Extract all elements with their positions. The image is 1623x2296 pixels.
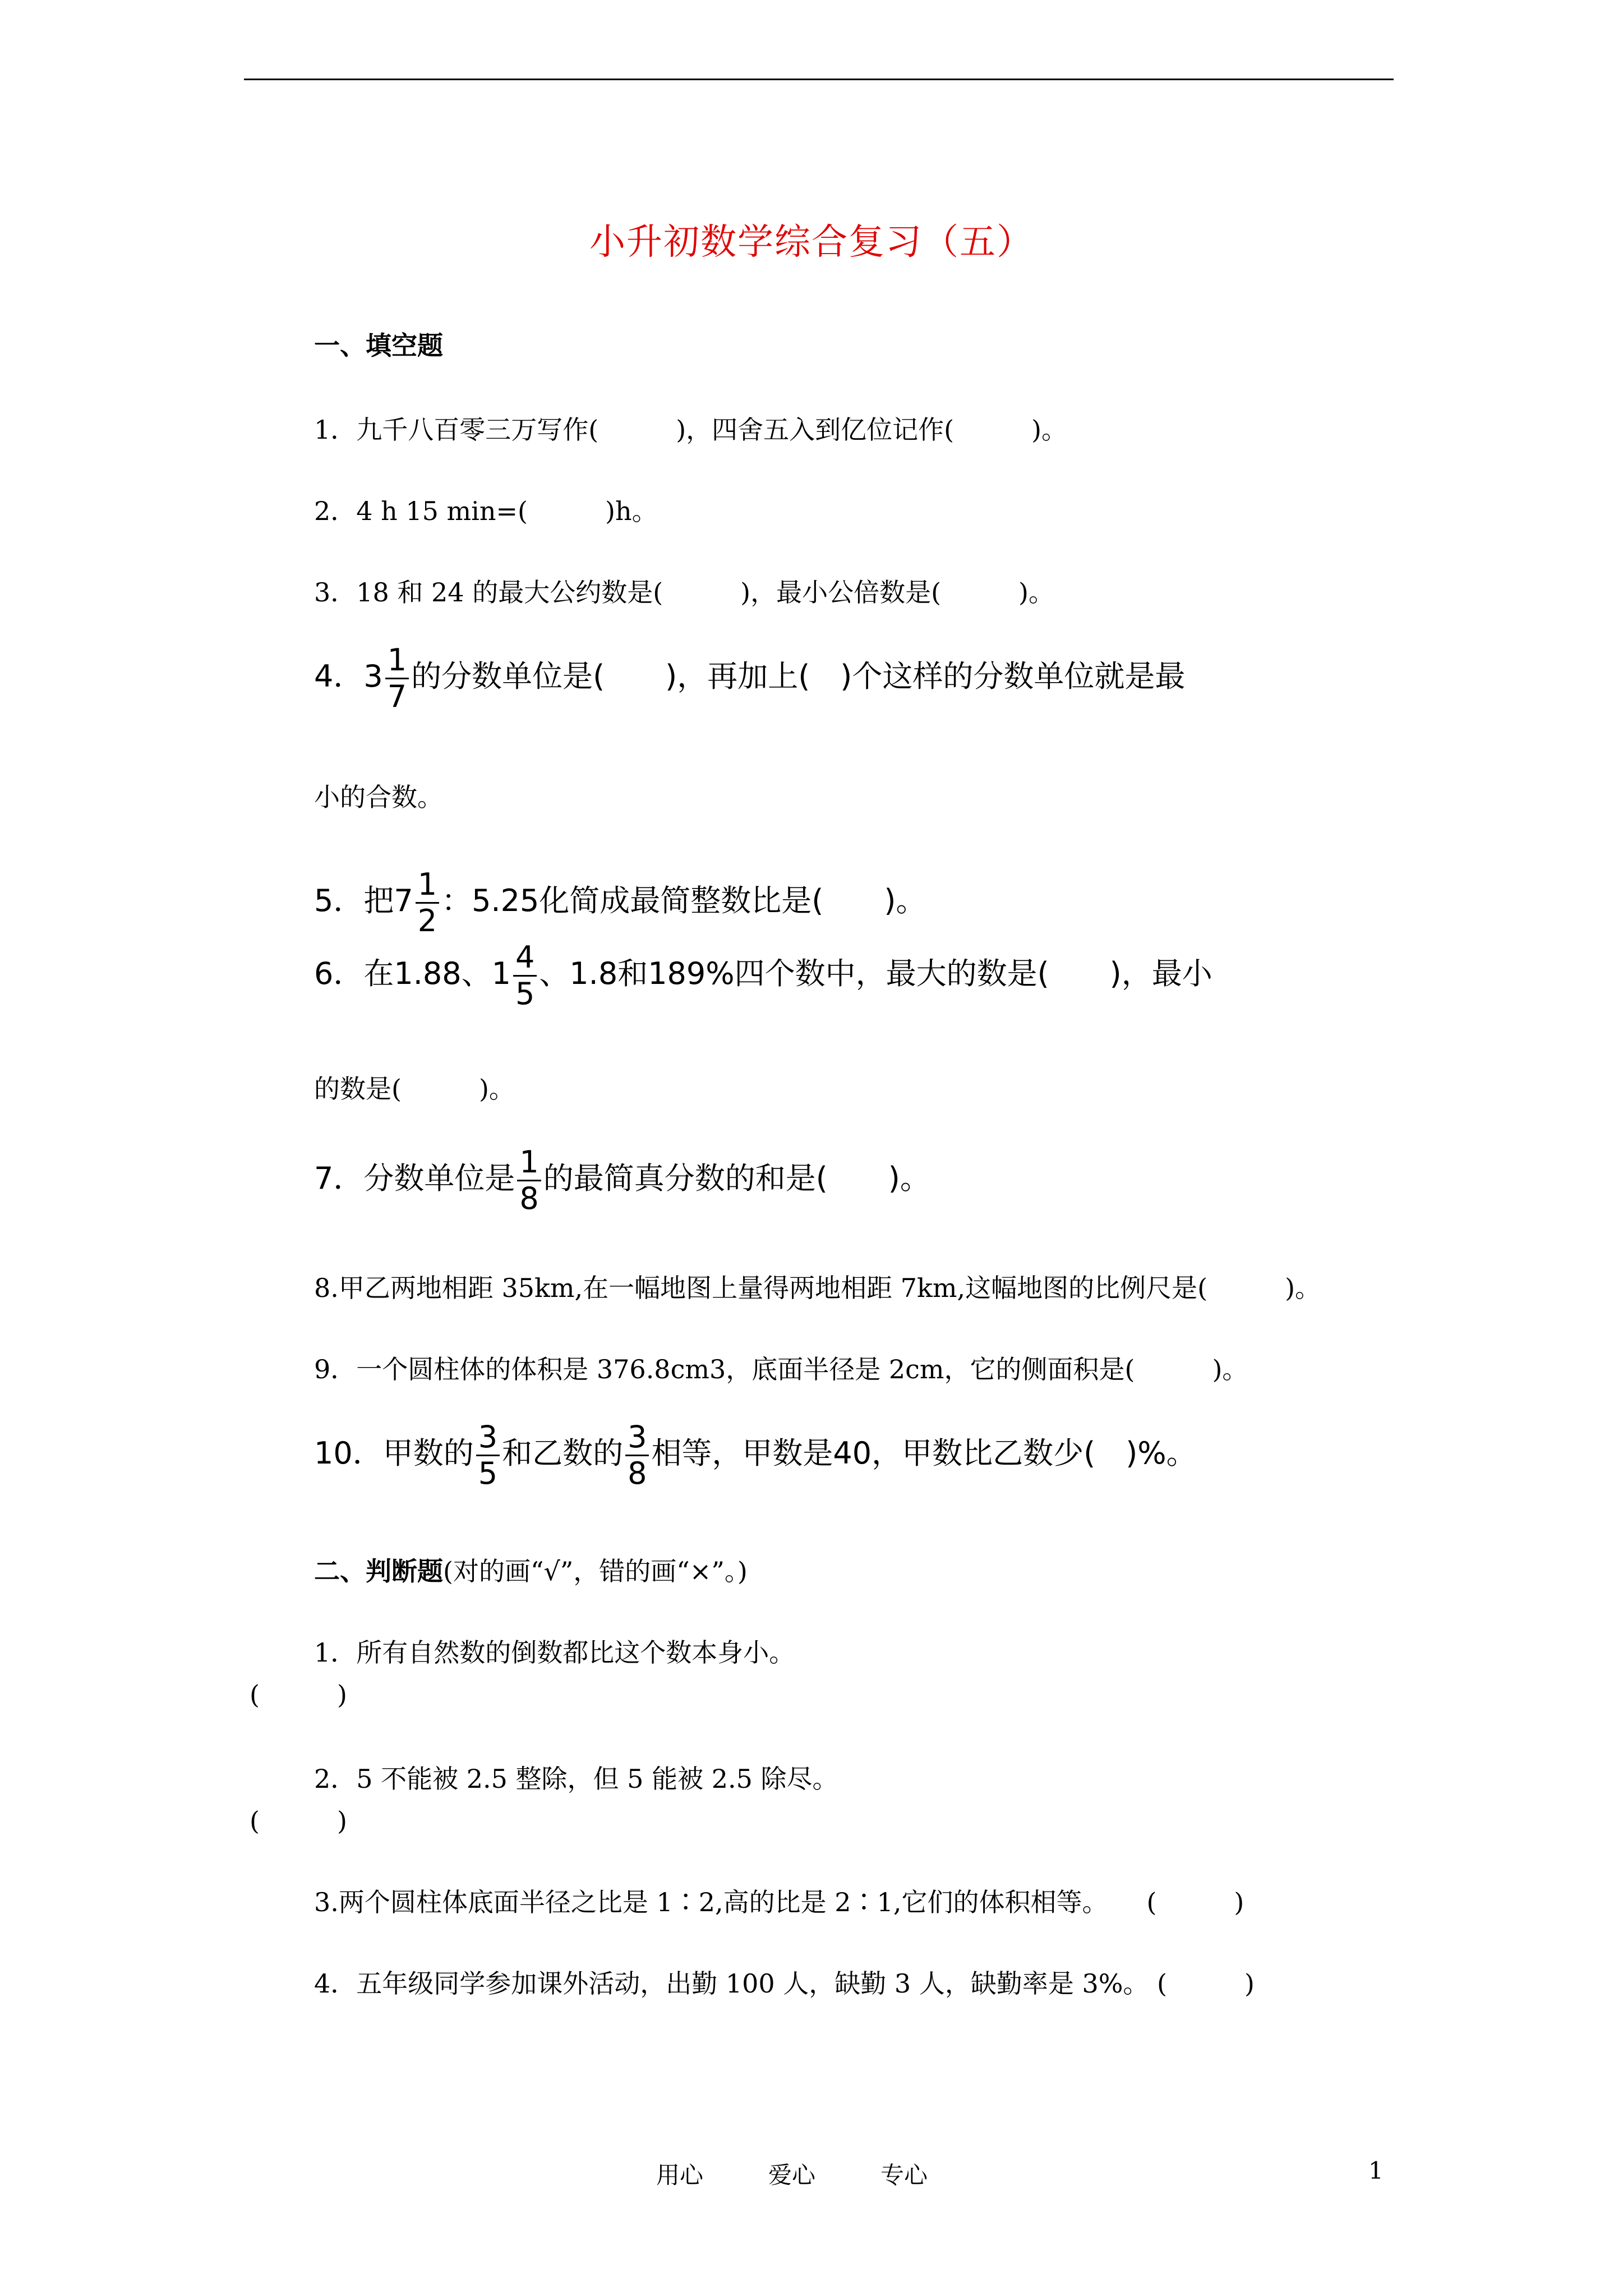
page-title: 小升初数学综合复习（五） — [589, 222, 1034, 263]
fraction-numerator: 1 — [517, 1147, 541, 1181]
question-6-prefix: 6．在1.88、1 — [314, 956, 511, 992]
judge-question-2: 2．5 不能被 2.5 整除，但 5 能被 2.5 除尽。 — [314, 1764, 838, 1794]
fraction-one-eighth — [517, 1144, 541, 1216]
judge-question-4: 4．五年级同学参加课外活动，出勤 100 人，缺勤 3 人，缺勤率是 3%。 ( ) — [314, 1968, 1255, 1999]
fraction-denominator: 8 — [628, 1456, 647, 1491]
question-10-text: 相等，甲数是40，甲数比乙数少( )%。 — [651, 1435, 1197, 1471]
fraction-four-fifths — [513, 942, 537, 1009]
question-9: 9．一个圆柱体的体积是 376.8cm3，底面半径是 2cm，它的侧面积是( )。 — [314, 1354, 1248, 1384]
fraction-one-seventh — [385, 642, 409, 714]
judge-answer-paren-2: ( ) — [250, 1806, 347, 1836]
fraction-numerator: 4 — [513, 942, 537, 977]
question-6-continuation: 的数是( )。 — [314, 1074, 515, 1104]
fraction-denominator: 7 — [387, 679, 407, 714]
question-1: 1．九千八百零三万写作( )，四舍五入到亿位记作( )。 — [314, 415, 1068, 445]
page-number: 1 — [1368, 2157, 1384, 2184]
footer-word-2: 爱心 — [768, 2161, 816, 2189]
fraction-denominator: 5 — [478, 1456, 498, 1491]
question-2: 2．4 h 15 min=( )h。 — [314, 496, 658, 526]
question-8: 8.甲乙两地相距 35km,在一幅地图上量得两地相距 7km,这幅地图的比例尺是( )。 — [314, 1273, 1321, 1303]
fraction-denominator: 5 — [515, 976, 535, 1011]
fraction-numerator: 3 — [476, 1422, 500, 1456]
question-7-prefix: 7．分数单位是 — [314, 1161, 515, 1197]
question-5-text: ：5.25化简成最简整数比是( )。 — [441, 883, 926, 919]
question-6 — [314, 942, 1212, 1009]
question-6-text: 、1.8和189%四个数中，最大的数是( )，最小 — [539, 956, 1212, 992]
question-5-prefix: 5．把7 — [314, 883, 413, 919]
judge-question-1: 1．所有自然数的倒数都比这个数本身小。 — [314, 1637, 795, 1668]
question-3: 3．18 和 24 的最大公约数是( )，最小公倍数是( )。 — [314, 577, 1054, 608]
section-heading-true-false — [314, 1551, 748, 1588]
question-5 — [314, 869, 926, 936]
fraction-three-eighths — [625, 1419, 649, 1491]
fraction-numerator: 1 — [385, 645, 409, 679]
question-7-text: 的最简真分数的和是( )。 — [543, 1161, 930, 1197]
question-7 — [314, 1144, 930, 1216]
question-4-continuation: 小的合数。 — [314, 782, 443, 812]
header-rule — [244, 79, 1394, 80]
question-10-middle: 和乙数的 — [502, 1435, 624, 1471]
question-4-text: 的分数单位是( )，再加上( )个这样的分数单位就是最 — [411, 659, 1186, 694]
question-4 — [314, 642, 1186, 714]
question-4-prefix: 4．3 — [314, 659, 383, 694]
section-2-title: 二、判断题 — [314, 1556, 443, 1586]
judge-question-3: 3.两个圆柱体底面半径之比是 1∶2,高的比是 2∶1,它们的体积相等。 ( ) — [314, 1887, 1244, 1917]
fraction-three-fifths — [476, 1419, 500, 1491]
section-heading-fill-in: 一、填空题 — [314, 330, 443, 361]
question-10 — [314, 1419, 1197, 1491]
fraction-denominator: 8 — [519, 1181, 539, 1216]
judge-answer-paren-1: ( ) — [250, 1680, 347, 1710]
fraction-numerator: 3 — [625, 1422, 649, 1456]
fraction-numerator: 1 — [416, 869, 439, 904]
footer-word-1: 用心 — [656, 2161, 704, 2189]
fraction-denominator: 2 — [417, 903, 437, 938]
footer-word-3: 专心 — [880, 2161, 928, 2189]
fraction-one-half — [416, 869, 439, 936]
section-2-note: (对的画“√”，错的画“×”。) — [443, 1556, 748, 1586]
question-10-prefix: 10．甲数的 — [314, 1435, 474, 1471]
